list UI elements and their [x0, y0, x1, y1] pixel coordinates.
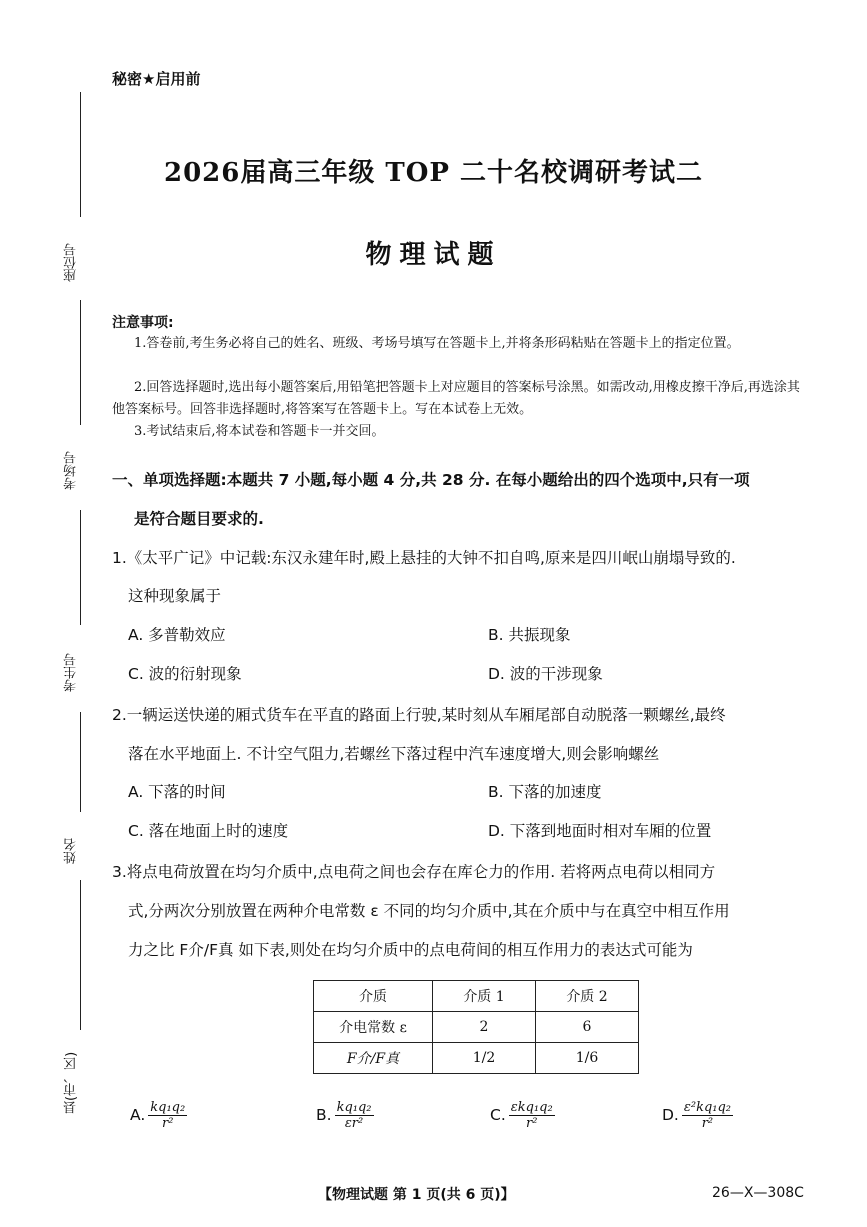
section-heading-line2: 是符合题目要求的.	[134, 510, 264, 528]
table-cell: 6	[536, 1012, 639, 1043]
notice-item-3: 3.考试结束后,将本试卷和答题卡一并交回。	[134, 424, 385, 439]
q2-stem-line2: 落在水平地面上. 不计空气阻力,若螺丝下落过程中汽车速度增大,则会影响螺丝	[128, 745, 660, 763]
q1-option-d: D. 波的干涉现象	[488, 665, 603, 683]
q1-option-a: A. 多普勒效应	[128, 626, 226, 644]
notice-item-1: 1.答卷前,考生务必将自己的姓名、班级、考场号填写在答题卡上,并将条形码粘贴在答题卡上的指定位置。	[134, 336, 740, 351]
table-cell: 1/2	[433, 1043, 536, 1074]
q1-option-c: C. 波的衍射现象	[128, 665, 242, 683]
notice-heading: 注意事项:	[112, 315, 174, 331]
q2-option-d: D. 下落到地面时相对车厢的位置	[488, 822, 712, 840]
formula-denominator: r²	[162, 1116, 174, 1131]
exam-title: 2026届高三年级 TOP 二十名校调研考试二	[163, 158, 703, 188]
formula-numerator: kq₁q₂	[150, 1100, 186, 1115]
margin-label-room: 考场号	[64, 451, 79, 490]
page-footer: 【物理试题 第 1 页(共 6 页)】	[318, 1187, 515, 1203]
table-header-cell: 介质 1	[433, 981, 536, 1012]
formula-denominator: r²	[525, 1116, 538, 1131]
q2-option-a: A. 下落的时间	[128, 783, 226, 801]
formula-numerator: εkq₁q₂	[510, 1100, 553, 1115]
q3-option-d	[662, 1100, 733, 1131]
q1-stem-line1: 1.《太平广记》中记载:东汉永建年时,殿上悬挂的大钟不扣自鸣,原来是四川岷山崩塌导致的.	[112, 549, 736, 567]
notice-item-2: 2.回答选择题时,选出每小题答案后,用铅笔把答题卡上对应题目的答案标号涂黑。如需改动,用橡皮擦干净后,再选涂其他答案标号。回答非选择题时,将答案写在答题卡上。写在本试卷上无效。	[112, 380, 800, 417]
option-label: D.	[662, 1106, 679, 1124]
margin-line-room	[80, 300, 81, 425]
table-row	[314, 1043, 639, 1074]
margin-line-name	[80, 712, 81, 812]
option-label: B.	[316, 1106, 332, 1124]
q1-option-b: B. 共振现象	[488, 626, 571, 644]
option-formula	[509, 1100, 555, 1131]
q3-option-c	[490, 1100, 555, 1131]
option-label: C.	[490, 1106, 506, 1124]
q3-stem-line3: 力之比 F介/F真 如下表,则处在均匀介质中的点电荷间的相互作用力的表达式可能为	[128, 941, 693, 959]
margin-line-student-id	[80, 510, 81, 625]
table-header-row	[314, 981, 639, 1012]
option-formula	[682, 1100, 733, 1131]
subject-title: 物理试题	[365, 240, 502, 270]
margin-line-seat	[80, 92, 81, 217]
option-formula	[148, 1100, 187, 1131]
paper-code: 26—X—308C	[712, 1185, 804, 1201]
margin-label-name: 姓名	[64, 838, 79, 864]
margin-label-county: 县(市、区)	[64, 1051, 79, 1114]
margin-label-student-id: 考生号	[64, 653, 79, 692]
option-formula	[335, 1100, 374, 1131]
margin-label-seat: 座位号	[64, 243, 79, 282]
q2-option-b: B. 下落的加速度	[488, 783, 602, 801]
formula-denominator: r²	[701, 1116, 714, 1131]
table-cell: F介/F真	[314, 1043, 433, 1074]
option-label: A.	[130, 1106, 146, 1124]
table-cell: 1/6	[536, 1043, 639, 1074]
table-cell: 介电常数 ε	[314, 1012, 433, 1043]
medium-table	[313, 980, 639, 1074]
confidential-label: 秘密★启用前	[112, 70, 201, 88]
formula-numerator: ε²kq₁q₂	[683, 1100, 732, 1115]
table-row	[314, 1012, 639, 1043]
margin-line-county	[80, 880, 81, 1030]
table-header-cell: 介质 2	[536, 981, 639, 1012]
q1-stem-line2: 这种现象属于	[128, 587, 222, 605]
section-heading-line1: 一、单项选择题:本题共 7 小题,每小题 4 分,共 28 分. 在每小题给出的四个选项中,只有一项	[112, 471, 750, 489]
q2-option-c: C. 落在地面上时的速度	[128, 822, 289, 840]
q3-stem-line2: 式,分两次分别放置在两种介电常数 ε 不同的均匀介质中,其在介质中与在真空中相互作用	[128, 902, 730, 920]
table-cell: 2	[433, 1012, 536, 1043]
q3-option-a	[130, 1100, 187, 1131]
formula-denominator: εr²	[344, 1116, 364, 1131]
q3-option-b	[316, 1100, 374, 1131]
q2-stem-line1: 2.一辆运送快递的厢式货车在平直的路面上行驶,某时刻从车厢尾部自动脱落一颗螺丝,最终	[112, 706, 726, 724]
q3-stem-line1: 3.将点电荷放置在均匀介质中,点电荷之间也会存在库仑力的作用. 若将两点电荷以相同方	[112, 863, 716, 881]
table-header-cell: 介质	[314, 981, 433, 1012]
formula-numerator: kq₁q₂	[336, 1100, 372, 1115]
